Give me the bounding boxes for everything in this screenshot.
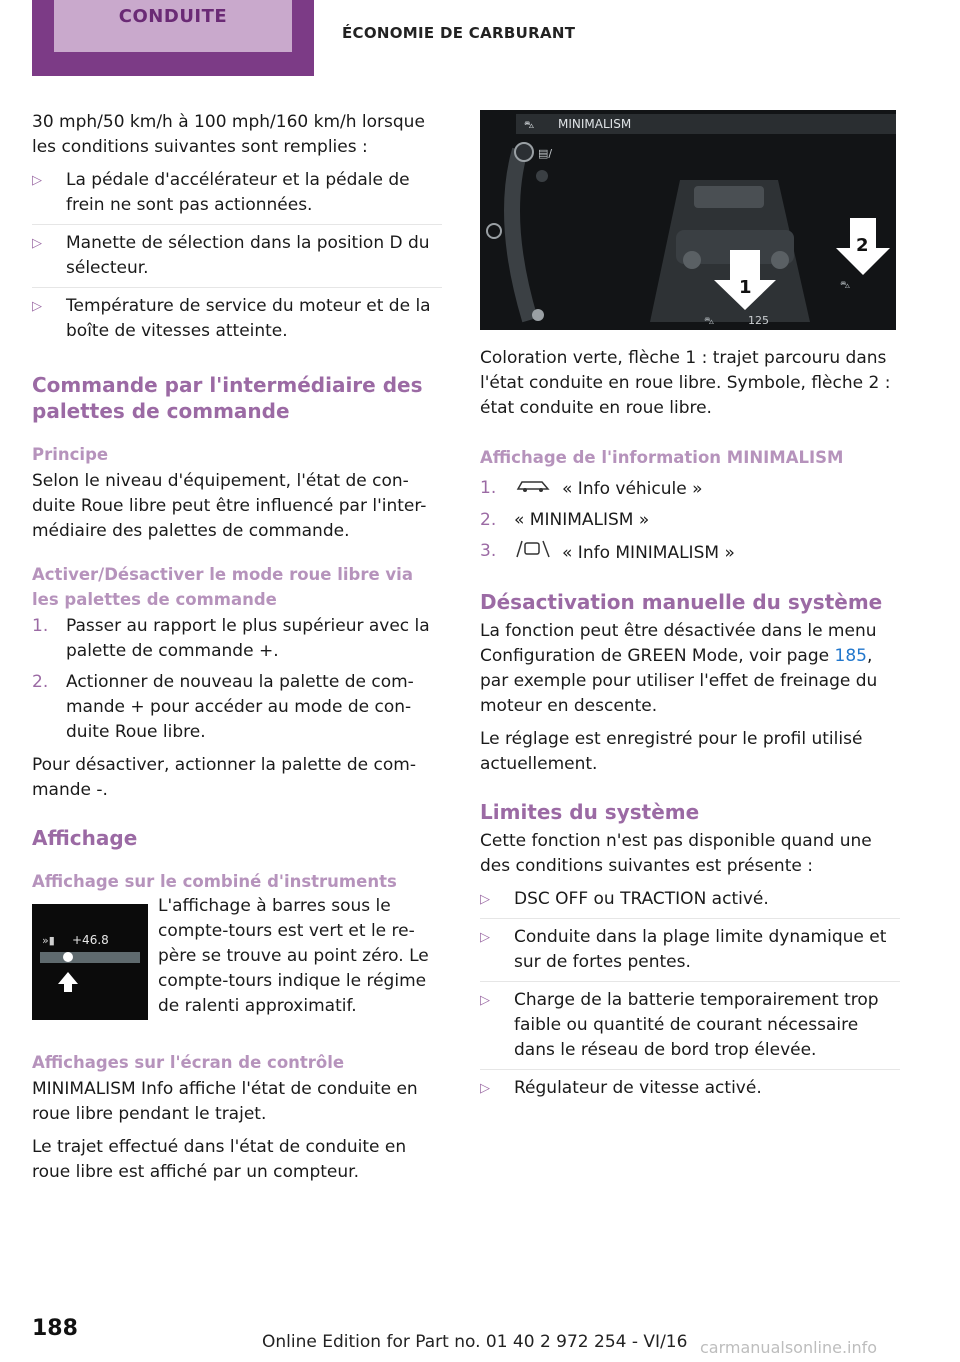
triangle-bullet-icon: ▷	[480, 930, 490, 945]
list-item: 2. Actionner de nouveau la palette de com-mande + pour accéder au mode de con-duite Roue libre.	[32, 672, 414, 742]
bar-display	[40, 952, 140, 963]
subsection-title: ÉCONOMIE DE CARBURANT	[342, 24, 576, 42]
figure-caption: Coloration verte, flèche 1 : trajet parcouru dans l'état conduite en roue libre. Symbole, flèche 2 : état conduite en roue libre.	[480, 348, 891, 418]
heading-activer: Activer/Désactiver le mode roue libre via les palettes de commande	[32, 565, 413, 609]
screen-title: MINIMALISM	[558, 117, 632, 131]
list-item: ▷ Conduite dans la plage limite dynamique et sur de fortes pentes.	[480, 925, 900, 982]
screen-counter: 125	[748, 314, 769, 327]
limites-list	[480, 887, 900, 1107]
list-item: ▷ La pédale d'accélérateur et la pédale de frein ne sont pas actionnées.	[32, 168, 442, 225]
combine-text: L'affichage à barres sous le compte-tours est vert et le re-père se trouve au point zéro. Le compte-tours indique le régime de ralenti approximatif.	[158, 896, 429, 1016]
triangle-bullet-icon: ▷	[480, 892, 490, 907]
minimalism-icon	[514, 539, 552, 567]
list-item: 3. « Info MINIMALISM »	[480, 539, 900, 567]
heading-affichage: Affichage	[32, 826, 138, 850]
heading-palettes: Commande par l'intermédiaire des palettes de commande	[32, 373, 423, 423]
edition-note: Online Edition for Part no. 01 40 2 972 254 - VI/16	[262, 1332, 688, 1352]
arrow-up-icon	[58, 972, 78, 992]
triangle-bullet-icon: ▷	[32, 236, 42, 251]
ecran-text-1: MINIMALISM Info affiche l'état de conduite en roue libre pendant le trajet.	[32, 1079, 418, 1124]
heading-limites: Limites du système	[480, 800, 700, 824]
activation-steps	[32, 614, 442, 745]
control-display-screenshot	[480, 110, 896, 330]
page-number: 188	[32, 1316, 78, 1341]
list-item: ▷ Manette de sélection dans la position D du sélecteur.	[32, 231, 442, 288]
triangle-bullet-icon: ▷	[32, 299, 42, 314]
triangle-bullet-icon: ▷	[480, 1081, 490, 1096]
arrow-1-label: 1	[739, 277, 752, 298]
section-tab-label-box	[54, 0, 292, 52]
left-column	[32, 110, 442, 1193]
heading-info: Affichage de l'information MINIMALISM	[480, 448, 844, 467]
triangle-bullet-icon: ▷	[32, 173, 42, 188]
coast-icon: »▮	[42, 934, 55, 947]
list-item: 2. « MINIMALISM »	[480, 510, 650, 530]
zero-marker-icon	[63, 952, 73, 962]
page-link[interactable]: 185	[834, 646, 867, 666]
heading-combine: Affichage sur le combiné d'instruments	[32, 872, 397, 891]
list-item: 1. Passer au rapport le plus supérieur avec la palette de commande +.	[32, 616, 430, 661]
cluster-value: +46.8	[72, 933, 109, 947]
list-item: ▷ Charge de la batterie temporairement trop faible ou quantité de courant nécessaire dans le réseau de bord trop élevée.	[480, 988, 900, 1070]
reglage-text: Le réglage est enregistré pour le profil utilisé actuellement.	[480, 729, 863, 774]
list-item: ▷ Température de service du moteur et de la boîte de vitesses atteinte.	[32, 296, 431, 341]
minimalism-icon: ▤∕	[538, 147, 553, 160]
desactivation-text: La fonction peut être désactivée dans le menu Configuration de GREEN Mode, voir page 185, par exemple pour utiliser l'effet de freinage du moteur en descente.	[480, 621, 878, 716]
deactivate-text: Pour désactiver, actionner la palette de com-mande -.	[32, 755, 416, 800]
car-icon: ⛍	[524, 120, 535, 131]
heading-ecran: Affichages sur l'écran de contrôle	[32, 1053, 345, 1072]
heading-principe: Principe	[32, 445, 109, 464]
limites-intro: Cette fonction n'est pas disponible quand une des conditions suivantes est présente :	[480, 831, 872, 876]
info-steps	[480, 476, 900, 567]
list-item: 1. « Info véhicule »	[480, 476, 900, 502]
conditions-list	[32, 168, 442, 350]
triangle-bullet-icon: ▷	[480, 993, 490, 1008]
right-column	[480, 110, 900, 1115]
menu-knob-icon	[515, 143, 533, 161]
list-item: ▷ Régulateur de vitesse activé.	[480, 1076, 900, 1107]
section-tab-label: CONDUITE	[118, 6, 228, 27]
list-item: ▷ DSC OFF ou TRACTION activé.	[480, 887, 900, 919]
instrument-cluster-image	[32, 904, 148, 1020]
ecran-text-2: Le trajet effectué dans l'état de conduite en roue libre est affiché par un compteur.	[32, 1137, 407, 1182]
intro-text: 30 mph/50 km/h à 100 mph/160 km/h lorsque les conditions suivantes sont remplies :	[32, 112, 425, 157]
watermark-site: carmanualsonline.info	[700, 1338, 878, 1357]
cluster-graphic	[32, 904, 148, 1020]
small-car-icon: ⛍	[704, 316, 715, 327]
principe-text: Selon le niveau d'équipement, l'état de con-duite Roue libre peut être influencé par l'inter-médiaire des palettes de commande.	[32, 471, 427, 541]
coasting-symbol-icon: ⛍	[840, 280, 851, 291]
minimalism-screen-graphic	[480, 110, 896, 330]
scroll-knob-icon	[532, 309, 544, 321]
option-icon	[536, 170, 548, 182]
arrow-2-label: 2	[856, 235, 869, 256]
car-icon	[514, 476, 552, 502]
section-tab	[32, 0, 314, 76]
heading-desactivation: Désactivation manuelle du système	[480, 590, 883, 614]
